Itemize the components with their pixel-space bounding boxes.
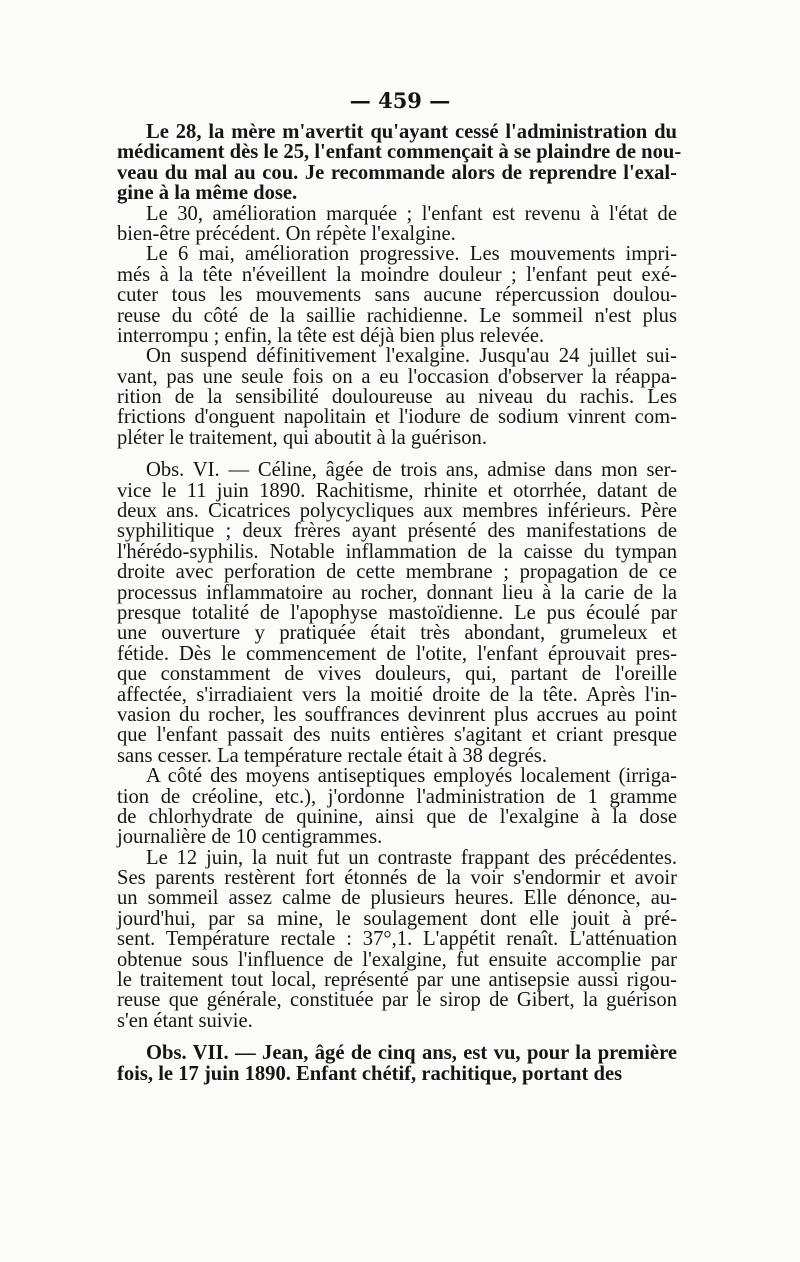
paragraph [117, 244, 677, 346]
text-line: vice le 11 juin 1890. Rachitisme, rhinite et otorrhée, datant de [117, 479, 677, 502]
text-line: de chlorhydrate de quinine, ainsi que de l'exalgine à la dose [117, 805, 677, 828]
text-line: més à la tête n'éveillent la moindre douleur ; l'enfant peut exé- [117, 263, 677, 286]
text-line: rition de la sensibilité douloureuse au niveau du rachis. Les [117, 386, 677, 409]
text-line: processus inflammatoire au rocher, donnant lieu à la carie de la [117, 581, 677, 604]
text-line: fétide. Dès le commencement de l'otite, l'enfant éprouvait pres- [117, 642, 677, 665]
text-line: obtenue sous l'influence de l'exalgine, fut ensuite accomplie par [117, 948, 677, 971]
text-line: affectée, s'irradiaient vers la moitié droite de la tête. Après l'in- [117, 683, 677, 706]
text-line: que l'enfant passait des nuits entières s'agitant et criant presque [117, 724, 677, 747]
paragraph [117, 346, 677, 448]
paragraph [117, 1043, 677, 1084]
paragraph [117, 848, 677, 1032]
paragraph [117, 460, 677, 766]
text-line: Ses parents restèrent fort étonnés de la voir s'endormir et avoir [117, 867, 677, 890]
text-line: reuse du côté de la saillie rachidienne. Le sommeil n'est plus [117, 304, 677, 327]
text-line: syphilitique ; deux frères ayant présenté des manifestations de [117, 520, 677, 543]
text-line: Le 12 juin, la nuit fut un contraste frappant des précédentes. [146, 846, 677, 869]
text-line: l'hérédo-syphilis. Notable inflammation de la caisse du tympan [117, 540, 677, 563]
text-line: presque totalité de l'apophyse mastoïdienne. Le pus écoulé par [117, 601, 677, 624]
text-line: bien-être précédent. On répète l'exalgine. [117, 222, 456, 245]
text-line: Obs. VI. — Céline, âgée de trois ans, admise dans mon ser- [146, 459, 677, 482]
text-line: un sommeil assez calme de plusieurs heures. Elle dénonce, au- [117, 887, 677, 910]
text-line: s'en étant suivie. [117, 1009, 253, 1032]
text-line: tion de créoline, etc.), j'ordonne l'administration de 1 gramme [117, 785, 677, 808]
text-line: sans cesser. La température rectale était à 38 degrés. [117, 744, 547, 767]
text-line: fois, le 17 juin 1890. Enfant chétif, rachitique, portant des [117, 1062, 623, 1085]
text-line: Le 30, amélioration marquée ; l'enfant est revenu à l'état de [146, 202, 677, 225]
text-line: le traitement tout local, représenté par une antisepsie aussi rigou- [117, 969, 677, 992]
text-line: vant, pas une seule fois on a eu l'occasion d'observer la réappa- [117, 365, 677, 388]
text-line: vasion du rocher, les souffrances devinrent plus accrues au point [117, 703, 677, 726]
text-line: gine à la même dose. [117, 182, 298, 205]
text-line: jourd'hui, par sa mine, le soulagement dont elle jouit à pré- [117, 907, 677, 930]
text-line: Le 28, la mère m'avertit qu'ayant cessé l'administration du [146, 121, 677, 143]
text-line: A côté des moyens antiseptiques employés localement (irriga- [146, 765, 677, 788]
text-line: que constamment de vives douleurs, qui, partant de l'oreille [117, 663, 677, 686]
text-line: journalière de 10 centigrammes. [117, 826, 383, 849]
text-line: Le 6 mai, amélioration progressive. Les mouvements impri- [146, 243, 677, 266]
text-line: frictions d'onguent napolitain et l'iodure de sodium vinrent com- [117, 406, 677, 429]
paragraph [117, 204, 677, 245]
page-number: — 459 — [349, 88, 451, 113]
text-line: droite avec perforation de cette membrane ; propagation de ce [117, 561, 677, 584]
paragraph [117, 766, 677, 848]
text-line: interrompu ; enfin, la tête est déjà bien plus relevée. [117, 324, 545, 347]
text-line: reuse que générale, constituée par le sirop de Gibert, la guérison [117, 989, 677, 1012]
text-line: sent. Température rectale : 37°,1. L'appétit renaît. L'atténuation [117, 928, 677, 951]
text-line: deux ans. Cicatrices polycycliques aux membres inférieurs. Père [117, 500, 677, 523]
text-line: veau du mal au cou. Je recommande alors de reprendre l'exal- [117, 161, 677, 184]
text-line: médicament dès le 25, l'enfant commençait à se plaindre de nou- [117, 141, 682, 164]
text-line: On suspend définitivement l'exalgine. Jusqu'au 24 juillet sui- [146, 345, 677, 368]
text-line: Obs. VII. — Jean, âgé de cinq ans, est vu, pour la première [146, 1042, 677, 1065]
text-line: cuter tous les mouvements sans aucune répercussion doulou- [117, 284, 677, 307]
paragraph [117, 121, 682, 205]
body-text [117, 121, 682, 1085]
text-line: une ouverture y pratiquée était très abondant, grumeleux et [117, 622, 677, 645]
text-line: pléter le traitement, qui aboutit à la guérison. [117, 426, 487, 449]
